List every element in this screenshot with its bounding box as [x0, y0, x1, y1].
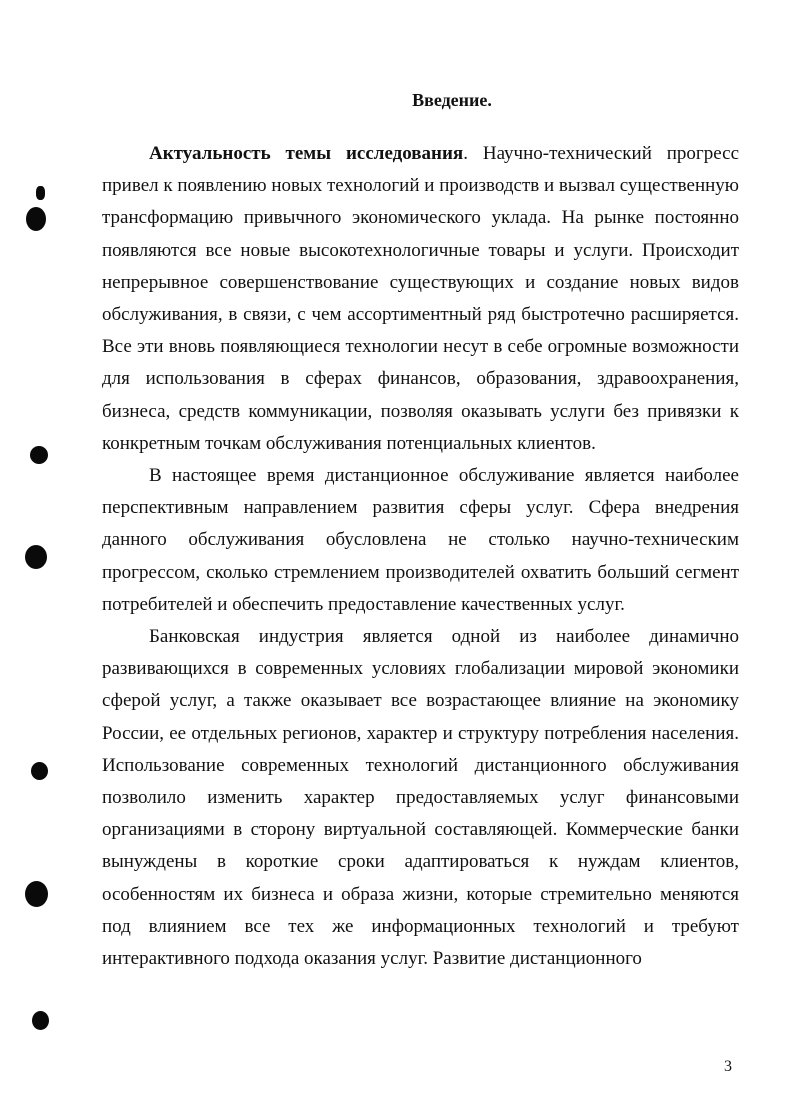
binding-hole-mark — [25, 881, 48, 907]
binding-hole-mark — [26, 207, 46, 231]
paragraph-lead: Актуальность темы исследования — [149, 143, 464, 164]
paragraph-relevance — [102, 138, 739, 460]
binding-hole-mark — [32, 1011, 49, 1030]
paragraph-remote-service: В настоящее время дистанционное обслуживание является наиболее перспективным направлением развития сферы услуг. Сфера внедрения данного обслуживания обусловлена не столько научно-техническим прогрессом, сколько стремлением производителей охватить больший сегмент потребителей и обеспечить предоставление качественных услуг. — [102, 465, 739, 615]
binding-hole-mark — [30, 446, 48, 464]
binding-hole-mark — [31, 762, 48, 780]
paragraph-banking-industry: Банковская индустрия является одной из наиболее динамично развивающихся в современных условиях глобализации мировой экономики сферой услуг, а также оказывает все возрастающее влияние на экономику России, ее отдельных регионов, характер и структуру потребления населения. Использование современных технологий дистанционного обслуживания позволило изменить характер предоставляемых услуг финансовыми организациями в сторону виртуальной составляющей. Коммерческие банки вынуждены в короткие сроки адаптироваться к нуждам клиентов, особенностям их бизнеса и образа жизни, которые стремительно меняются под влиянием все тех же информационных технологий и требуют интерактивного подхода оказания услуг. Развитие дистанционного — [102, 626, 739, 970]
binding-hole-mark — [36, 186, 45, 200]
body-text — [102, 138, 739, 975]
paragraph-text: . Научно-технический прогресс привел к появлению новых технологий и производств и вызвал существенную трансформацию привычного экономического уклада. На рынке постоянно появляются все новые высокотехнологичные товары и услуги. Происходит непрерывное совершенствование существующих и создание новых видов обслуживания, в связи, с чем ассортиментный ряд быстротечно расширяется. Все эти вновь появляющиеся технологии несут в себе огромные возможности для использования в сферах финансов, образования, здравоохранения, бизнеса, средств коммуникации, позволяя оказывать услуги без привязки к конкретным точкам обслуживания потенциальных клиентов. — [102, 143, 739, 454]
page-title: Введение. — [412, 90, 492, 111]
binding-hole-mark — [25, 545, 47, 569]
page-number: 3 — [724, 1058, 732, 1075]
